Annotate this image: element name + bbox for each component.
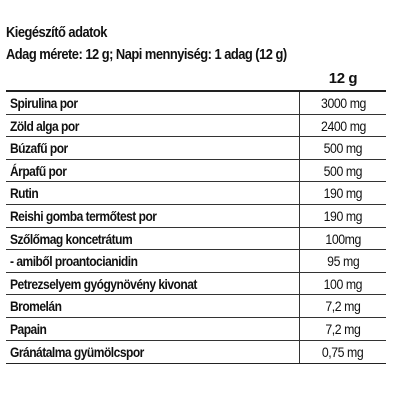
ingredient-name: Gránátalma gyümölcspor <box>10 343 144 360</box>
ingredient-name: Rutin <box>10 185 39 202</box>
ingredient-amount: 190 mg <box>299 205 386 227</box>
ingredient-name: Búzafű por <box>10 140 68 157</box>
table-row <box>6 273 386 296</box>
table-row <box>6 205 386 228</box>
ingredient-amount: 7,2 mg <box>299 318 386 340</box>
ingredient-amount: 500 mg <box>299 160 386 182</box>
table-row <box>6 137 386 160</box>
ingredient-name: Árpafű por <box>10 162 67 179</box>
table-row <box>6 228 386 251</box>
ingredient-amount: 2400 mg <box>299 115 386 137</box>
table-row <box>6 115 386 138</box>
table-row <box>6 250 386 273</box>
ingredient-amount: 190 mg <box>299 182 386 204</box>
document-title: Kiegészítő adatok <box>6 24 107 41</box>
ingredient-name: - amiből proantocianidin <box>10 253 138 270</box>
ingredient-amount: 500 mg <box>299 137 386 159</box>
ingredient-amount: 3000 mg <box>299 92 386 114</box>
serving-info: Adag mérete: 12 g; Napi mennyiség: 1 adag (12 g) <box>6 46 287 63</box>
ingredient-name: Reishi gomba termőtest por <box>10 207 157 224</box>
table-row <box>6 182 386 205</box>
ingredient-amount: 7,2 mg <box>299 295 386 317</box>
ingredient-amount: 0,75 mg <box>299 341 386 364</box>
column-header-amount: 12 g <box>328 70 358 87</box>
ingredient-name: Spirulina por <box>10 95 78 111</box>
table-row <box>6 160 386 183</box>
table-row <box>6 92 386 115</box>
table-row <box>6 318 386 341</box>
ingredient-name: Zöld alga por <box>10 117 79 134</box>
ingredient-amount: 95 mg <box>299 250 386 272</box>
ingredient-name: Szőlőmag koncetrátum <box>10 230 133 247</box>
ingredient-name: Bromelán <box>10 298 62 315</box>
ingredient-amount: 100 mg <box>299 273 386 295</box>
table-row <box>6 341 386 364</box>
ingredient-name: Papain <box>10 320 47 337</box>
table-row <box>6 295 386 318</box>
ingredient-amount: 100mg <box>299 228 386 250</box>
ingredient-name: Petrezselyem gyógynövény kivonat <box>10 275 197 292</box>
supplement-table <box>6 90 386 364</box>
